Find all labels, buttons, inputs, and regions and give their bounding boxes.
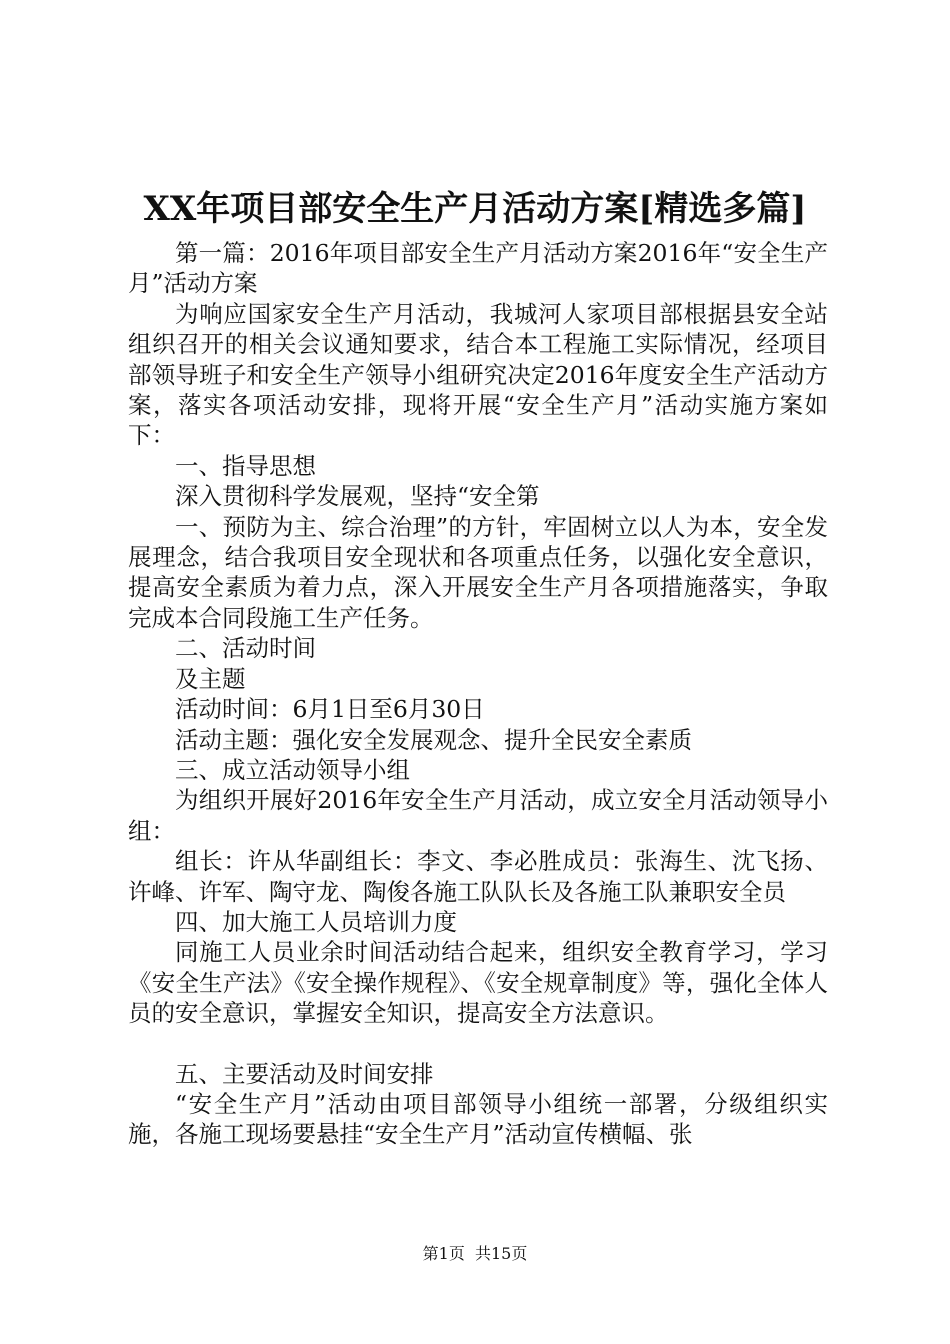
paragraph-activity-time: 活动时间：6月1日至6月30日 [175,695,485,724]
paragraph-main-activities: “安全生产月”活动由项目部领导小组统一部署，分级组织实施，各施工现场要悬挂“安全生产月”活动宣传横幅、张 [128,1089,828,1149]
section-heading-leadership-group: 三、成立活动领导小组 [175,755,410,784]
section-heading-training: 四、加大施工人员培训力度 [175,907,457,936]
paragraph-training: 同施工人员业余时间活动结合起来，组织安全教育学习，学习《安全生产法》《安全操作规程》、《安全规章制度》等，强化全体人员的安全意识，掌握安全知识，提高安全方法意识。 [128,938,828,1028]
section-heading-activity-time: 二、活动时间 [175,634,316,663]
section-heading-guiding-ideology: 一、指导思想 [175,451,316,480]
section-heading-main-activities: 五、主要活动及时间安排 [175,1059,434,1088]
section-heading-theme: 及主题 [175,664,246,693]
paragraph-part-one-heading: 第一篇：2016年项目部安全生产月活动方案2016年“安全生产月”活动方案 [128,239,828,298]
document-body [128,238,828,1150]
paragraph-intro: 为响应国家安全生产月活动，我城河人家项目部根据县安全站组织召开的相关会议通知要求，结合本工程施工实际情况，经项目部领导班子和安全生产领导小组研究决定2016年度安全生产活动方案，落实各项活动安排，现将开展“安全生产月”活动实施方案如下： [128,299,828,450]
paragraph-leadership-intro: 为组织开展好2016年安全生产月活动，成立安全月活动领导小组： [128,786,828,845]
document-title: XX年项目部安全生产月活动方案[精选多篇] [143,189,807,229]
paragraph-guiding-ideology-start: 深入贯彻科学发展观，坚持“安全第 [175,482,540,511]
paragraph-leadership-members: 组长：许从华副组长：李文、李必胜成员：张海生、沈飞扬、许峰、许军、陶守龙、陶俊各施工队队长及各施工队兼职安全员 [128,847,828,906]
paragraph-activity-theme: 活动主题：强化安全发展观念、提升全民安全素质 [175,725,692,754]
paragraph-guiding-ideology-body: 一、预防为主、综合治理”的方针，牢固树立以人为本，安全发展理念，结合我项目安全现状和各项重点任务，以强化安全意识，提高安全素质为着力点，深入开展安全生产月各项措施落实，争取完成本合同段施工生产任务。 [128,512,828,632]
page-footer: 第1页 共15页 [422,1244,528,1263]
